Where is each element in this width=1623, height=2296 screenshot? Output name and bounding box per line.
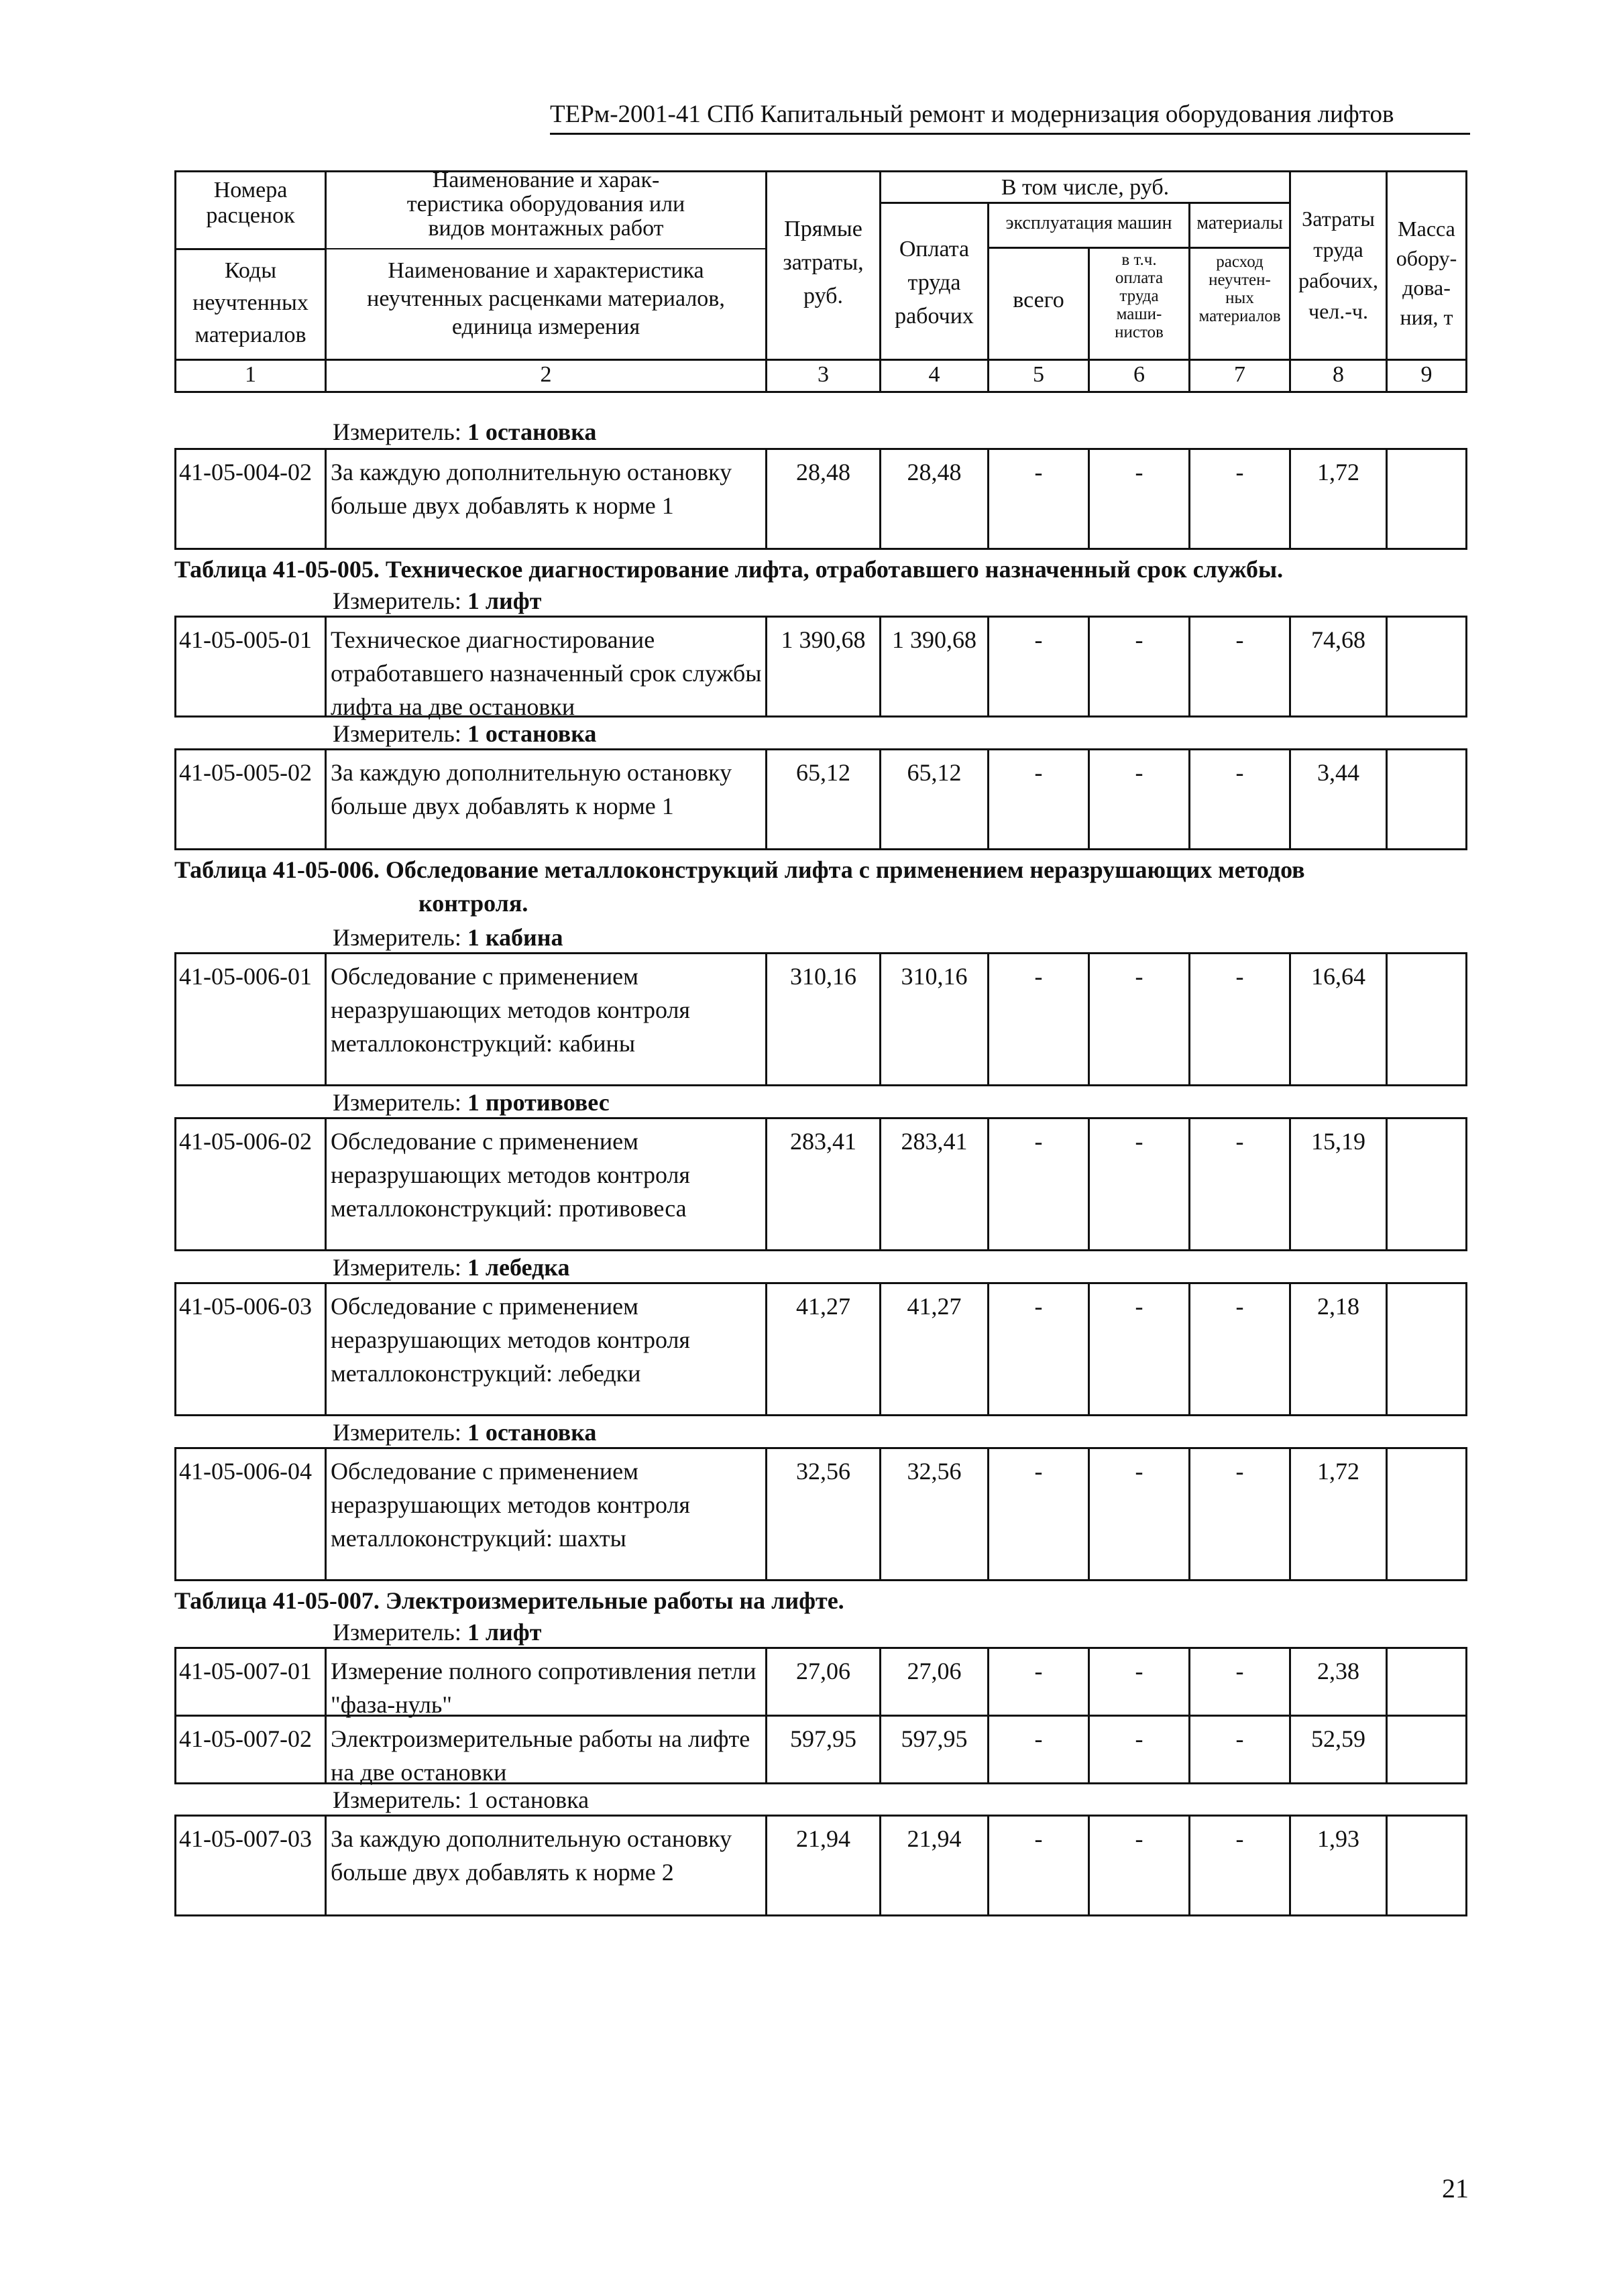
direct-cost: 1 390,68 <box>765 618 879 715</box>
machinist-pay: - <box>1088 1449 1188 1579</box>
column-number: 1 <box>245 362 256 387</box>
rate-code: 41-05-007-02 <box>179 1725 312 1752</box>
header-material-label: единица измерения <box>451 314 640 339</box>
labor-hours: 74,68 <box>1289 618 1386 715</box>
header-machinist-pay: в т.ч. <box>1121 251 1157 269</box>
labor-pay: 310,16 <box>879 954 987 1084</box>
machinist-pay: - <box>1088 450 1188 548</box>
machinist-pay: - <box>1088 1817 1188 1914</box>
machinist-pay: - <box>1088 750 1188 848</box>
rate-row <box>174 952 1467 1086</box>
rate-name: Техническое диагностирование отработавшего назначенный срок службы лифта на две остановки <box>325 618 765 715</box>
rate-name: Измерение полного сопротивления петли "фаза-нуль" <box>325 1649 765 1715</box>
header-code-label: материалов <box>194 323 306 347</box>
machines-total: - <box>987 1649 1088 1715</box>
machinist-pay: - <box>1088 1649 1188 1715</box>
rate-code: 41-05-006-01 <box>179 963 312 990</box>
header-number-label: расценок <box>206 203 295 228</box>
rate-name: Обследование с применением неразрушающих методов контроля металлоконструкций: кабины <box>325 954 765 1084</box>
labor-hours: 16,64 <box>1289 954 1386 1084</box>
rate-name: За каждую дополнительную остановку больше двух добавлять к норме 2 <box>325 1817 765 1914</box>
header-labor-hours: рабочих, <box>1298 268 1378 292</box>
table-title: Таблица 41-05-006. Обследование металлоконструкций лифта с применением неразрушающих методов <box>174 856 1305 883</box>
rate-code: 41-05-004-02 <box>179 459 312 485</box>
header-machines-label: эксплуатация машин <box>1005 213 1172 233</box>
header-labor-pay: Оплата <box>899 237 970 262</box>
direct-cost: 28,48 <box>765 450 879 548</box>
measure-line: Измеритель: 1 остановка <box>333 1786 590 1813</box>
column-number: 4 <box>928 362 940 387</box>
rate-row <box>174 748 1467 850</box>
rate-code: 41-05-006-02 <box>179 1128 312 1155</box>
header-labor-pay: рабочих <box>895 304 974 329</box>
machines-total: - <box>987 1284 1088 1414</box>
header-unaccounted-materials: материалов <box>1198 307 1281 325</box>
labor-pay: 32,56 <box>879 1449 987 1579</box>
equipment-mass <box>1386 1717 1465 1782</box>
machines-total: - <box>987 1119 1088 1249</box>
rate-name: За каждую дополнительную остановку больше двух добавлять к норме 1 <box>325 750 765 848</box>
table-title-continuation: контроля. <box>418 890 528 917</box>
header-unaccounted-materials: ных <box>1225 289 1254 307</box>
machines-total: - <box>987 750 1088 848</box>
header-machinist-pay: труда <box>1119 287 1159 305</box>
column-number: 6 <box>1133 362 1145 387</box>
rate-code: 41-05-007-01 <box>179 1658 312 1684</box>
labor-hours: 15,19 <box>1289 1119 1386 1249</box>
header-unaccounted-materials: неучтен- <box>1209 271 1271 289</box>
header-name-label: видов монтажных работ <box>428 216 664 241</box>
unaccounted-materials: - <box>1188 954 1289 1084</box>
machines-total: - <box>987 954 1088 1084</box>
measure-line: Измеритель: 1 остановка <box>333 418 597 445</box>
header-equipment-mass: ния, т <box>1400 305 1453 329</box>
header-labor-hours: труда <box>1313 237 1363 262</box>
measure-line: Измеритель: 1 лифт <box>333 587 542 614</box>
machines-total: - <box>987 1449 1088 1579</box>
header-direct-cost: затраты, <box>783 250 864 275</box>
machines-total: - <box>987 1817 1088 1914</box>
header-machinist-pay: нистов <box>1115 323 1164 341</box>
unaccounted-materials: - <box>1188 750 1289 848</box>
machinist-pay: - <box>1088 618 1188 715</box>
header-material-label: неучтенных расценками материалов, <box>367 286 725 311</box>
table-header <box>174 170 1467 393</box>
equipment-mass <box>1386 954 1465 1084</box>
header-code-label: Коды <box>224 258 277 283</box>
column-number: 8 <box>1333 362 1344 387</box>
measure-line: Измеритель: 1 лифт <box>333 1619 542 1646</box>
header-equipment-mass: обору- <box>1396 246 1457 270</box>
header-code-label: неучтенных <box>192 290 309 315</box>
measure-line: Измеритель: 1 кабина <box>333 924 563 951</box>
labor-pay: 283,41 <box>879 1119 987 1249</box>
labor-pay: 41,27 <box>879 1284 987 1414</box>
header-machinist-pay: оплата <box>1115 269 1164 287</box>
labor-pay: 27,06 <box>879 1649 987 1715</box>
equipment-mass <box>1386 750 1465 848</box>
header-direct-cost: руб. <box>803 284 843 308</box>
direct-cost: 597,95 <box>765 1717 879 1782</box>
labor-pay: 1 390,68 <box>879 618 987 715</box>
header-material-label: Наименование и характеристика <box>388 258 704 283</box>
rate-name: За каждую дополнительную остановку больше двух добавлять к норме 1 <box>325 450 765 548</box>
unaccounted-materials: - <box>1188 1449 1289 1579</box>
measure-line: Измеритель: 1 остановка <box>333 720 597 747</box>
equipment-mass <box>1386 1817 1465 1914</box>
unaccounted-materials: - <box>1188 618 1289 715</box>
header-labor-hours: чел.-ч. <box>1308 299 1368 323</box>
direct-cost: 310,16 <box>765 954 879 1084</box>
machines-total: - <box>987 618 1088 715</box>
rate-code: 41-05-007-03 <box>179 1825 312 1852</box>
header-number-label: Номера <box>213 178 288 203</box>
direct-cost: 27,06 <box>765 1649 879 1715</box>
page-number: 21 <box>1442 2173 1469 2203</box>
measure-line: Измеритель: 1 остановка <box>333 1419 597 1446</box>
machinist-pay: - <box>1088 1119 1188 1249</box>
labor-hours: 52,59 <box>1289 1717 1386 1782</box>
rate-row <box>174 1815 1467 1916</box>
direct-cost: 283,41 <box>765 1119 879 1249</box>
page-header: ТЕРм-2001-41 СПб Капитальный ремонт и модернизация оборудования лифтов <box>550 99 1470 135</box>
header-materials-label: материалы <box>1196 213 1283 233</box>
header-labor-hours: Затраты <box>1302 207 1375 231</box>
rate-row <box>174 1447 1467 1581</box>
direct-cost: 65,12 <box>765 750 879 848</box>
column-number: 9 <box>1420 362 1433 387</box>
equipment-mass <box>1386 1649 1465 1715</box>
equipment-mass <box>1386 450 1465 548</box>
header-name-label: Наименование и харак- <box>432 168 660 192</box>
labor-hours: 3,44 <box>1289 750 1386 848</box>
labor-hours: 1,72 <box>1289 1449 1386 1579</box>
rate-name: Обследование с применением неразрушающих методов контроля металлоконструкций: шахты <box>325 1449 765 1579</box>
machinist-pay: - <box>1088 954 1188 1084</box>
rate-code: 41-05-005-02 <box>179 759 312 786</box>
machines-total: - <box>987 1717 1088 1782</box>
rate-row <box>174 1282 1467 1416</box>
unaccounted-materials: - <box>1188 1284 1289 1414</box>
unaccounted-materials: - <box>1188 1649 1289 1715</box>
direct-cost: 32,56 <box>765 1449 879 1579</box>
labor-hours: 1,93 <box>1289 1817 1386 1914</box>
header-labor-pay: труда <box>907 270 961 295</box>
rate-row <box>174 1647 1467 1717</box>
table-title: Таблица 41-05-007. Электроизмерительные работы на лифте. <box>174 1587 844 1614</box>
unaccounted-materials: - <box>1188 450 1289 548</box>
labor-pay: 65,12 <box>879 750 987 848</box>
header-name-label: теристика оборудования или <box>406 192 685 217</box>
measure-line: Измеритель: 1 лебедка <box>333 1254 570 1281</box>
unaccounted-materials: - <box>1188 1817 1289 1914</box>
column-number: 3 <box>818 362 829 387</box>
equipment-mass <box>1386 1119 1465 1249</box>
column-number: 2 <box>540 362 552 387</box>
direct-cost: 41,27 <box>765 1284 879 1414</box>
machinist-pay: - <box>1088 1284 1188 1414</box>
equipment-mass <box>1386 618 1465 715</box>
table-title: Таблица 41-05-005. Техническое диагностирование лифта, отработавшего назначенный срок службы. <box>174 556 1284 583</box>
rate-code: 41-05-006-03 <box>179 1293 312 1320</box>
labor-pay: 597,95 <box>879 1717 987 1782</box>
rate-row <box>174 1117 1467 1251</box>
measure-line: Измеритель: 1 противовес <box>333 1089 610 1116</box>
column-number: 5 <box>1033 362 1044 387</box>
labor-pay: 28,48 <box>879 450 987 548</box>
column-number: 7 <box>1234 362 1245 387</box>
labor-hours: 2,18 <box>1289 1284 1386 1414</box>
rate-name: Обследование с применением неразрушающих методов контроля металлоконструкций: противовеса <box>325 1119 765 1249</box>
labor-hours: 1,72 <box>1289 450 1386 548</box>
rate-row <box>174 1715 1467 1784</box>
machines-total: - <box>987 450 1088 548</box>
labor-hours: 2,38 <box>1289 1649 1386 1715</box>
unaccounted-materials: - <box>1188 1717 1289 1782</box>
header-group-label: В том числе, руб. <box>1001 175 1170 200</box>
header-unaccounted-materials: расход <box>1216 253 1264 271</box>
rate-code: 41-05-006-04 <box>179 1458 312 1485</box>
header-equipment-mass: дова- <box>1402 276 1451 300</box>
direct-cost: 21,94 <box>765 1817 879 1914</box>
header-direct-cost: Прямые <box>784 217 862 241</box>
labor-pay: 21,94 <box>879 1817 987 1914</box>
rate-name: Обследование с применением неразрушающих методов контроля металлоконструкций: лебедки <box>325 1284 765 1414</box>
rate-name: Электроизмерительные работы на лифте на две остановки <box>325 1717 765 1782</box>
equipment-mass <box>1386 1449 1465 1579</box>
equipment-mass <box>1386 1284 1465 1414</box>
machinist-pay: - <box>1088 1717 1188 1782</box>
rate-code: 41-05-005-01 <box>179 626 312 653</box>
header-machines-total: всего <box>1013 288 1064 312</box>
header-equipment-mass: Масса <box>1398 217 1455 241</box>
unaccounted-materials: - <box>1188 1119 1289 1249</box>
rate-row <box>174 616 1467 718</box>
rate-row <box>174 448 1467 550</box>
header-machinist-pay: маши- <box>1116 305 1162 323</box>
